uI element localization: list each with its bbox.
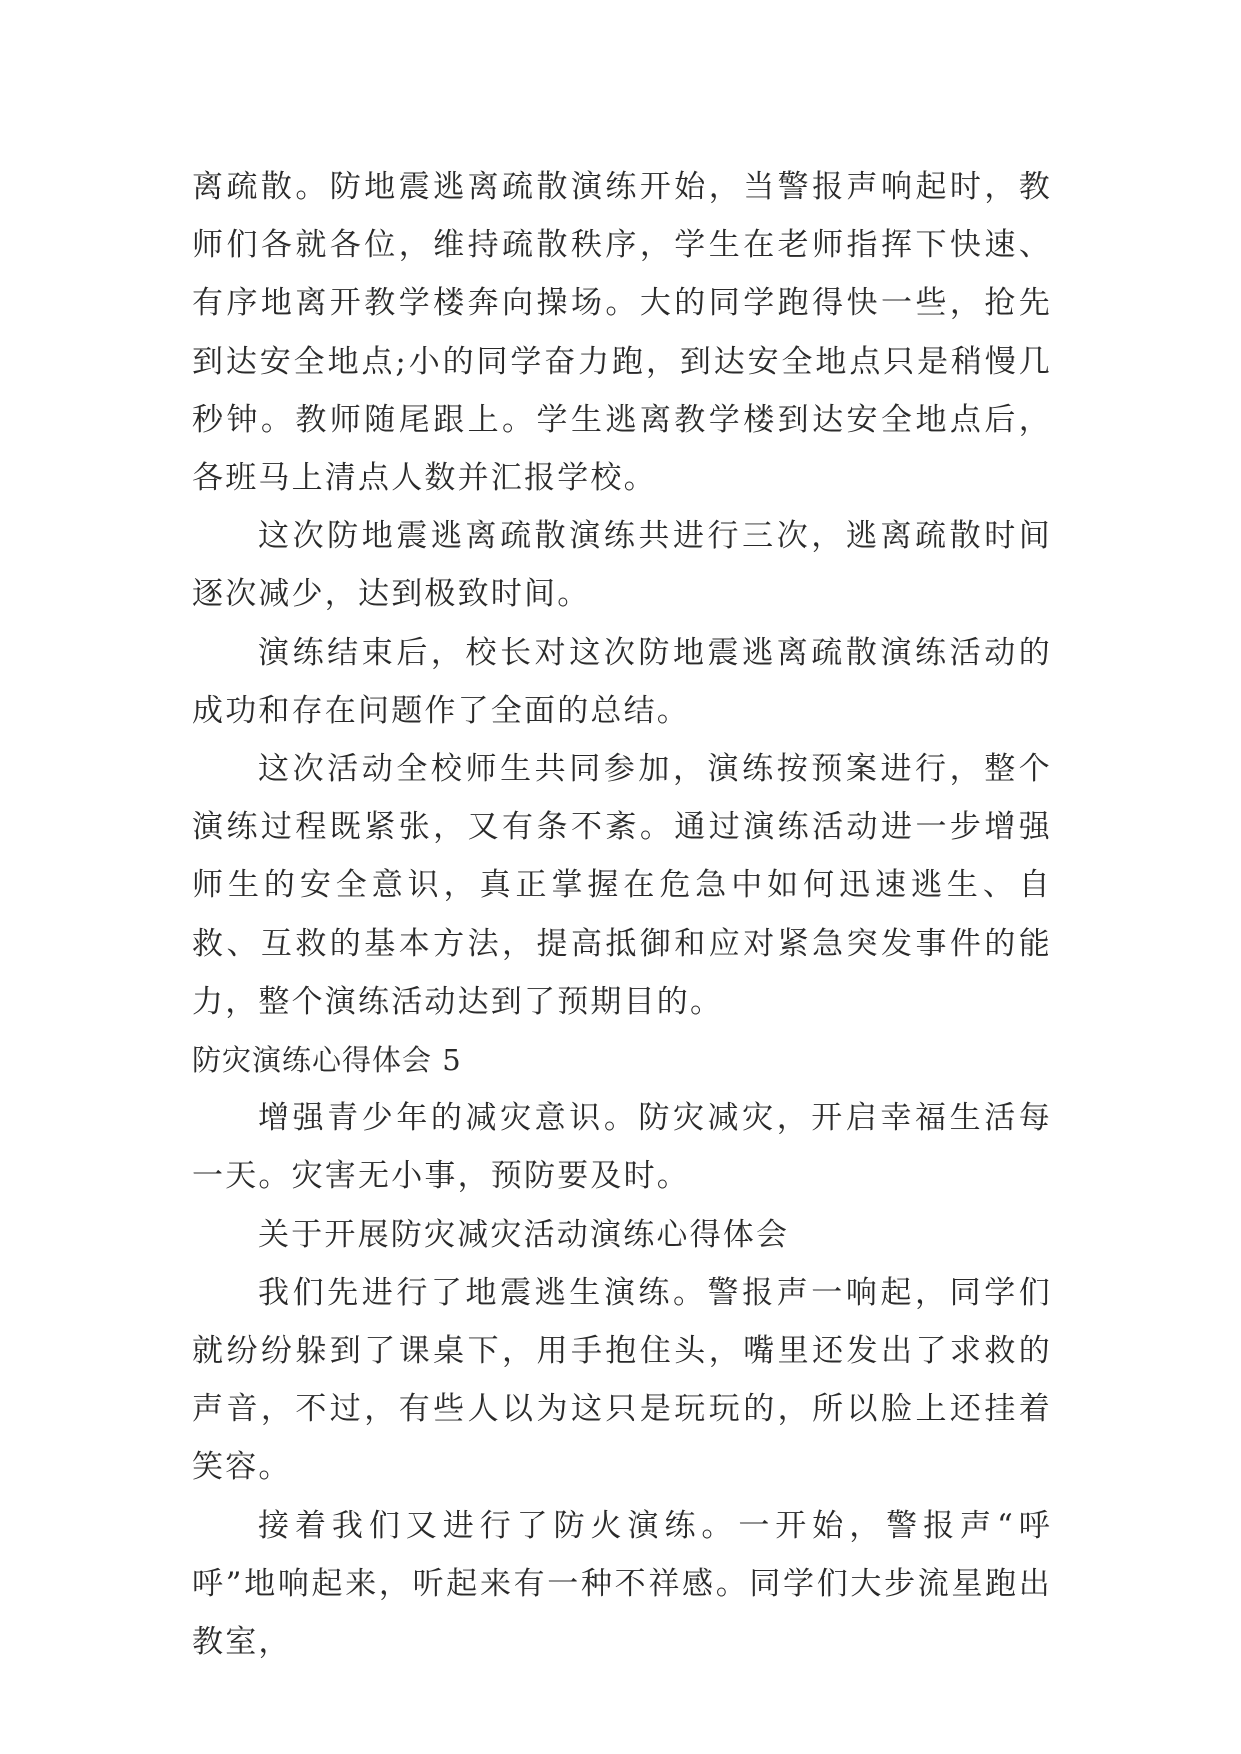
paragraph: 我们先进行了地震逃生演练。警报声一响起，同学们就纷纷躲到了课桌下，用手抱住头，嘴里还发出了求救的声音，不过，有些人以为这只是玩玩的，所以脸上还挂着笑容。 xyxy=(192,1274,1052,1486)
paragraph: 关于开展防灾减灾活动演练心得体会 xyxy=(258,1216,790,1253)
paragraph: 这次防地震逃离疏散演练共进行三次，逃离疏散时间逐次减少，达到极致时间。 xyxy=(192,518,1052,613)
paragraph: 离疏散。防地震逃离疏散演练开始，当警报声响起时，教师们各就各位，维持疏散秩序，学生在老师指挥下快速、有序地离开教学楼奔向操场。大的同学跑得快一些，抢先到达安全地点;小的同学奋力跑，到达安全地点只是稍慢几秒钟。教师随尾跟上。学生逃离教学楼到达安全地点后，各班马上清点人数并汇报学校。 xyxy=(192,169,1052,497)
document-body xyxy=(192,158,1052,1671)
paragraph: 增强青少年的减灾意识。防灾减灾，开启幸福生活每一天。灾害无小事，预防要及时。 xyxy=(192,1100,1052,1195)
paragraph: 这次活动全校师生共同参加，演练按预案进行，整个演练过程既紧张，又有条不紊。通过演练活动进一步增强师生的安全意识，真正掌握在危急中如何迅速逃生、自救、互救的基本方法，提高抵御和应对紧急突发事件的能力，整个演练活动达到了预期目的。 xyxy=(192,751,1052,1020)
paragraph: 接着我们又进行了防火演练。一开始，警报声“呼呼”地响起来，听起来有一种不祥感。同学们大步流星跑出教室， xyxy=(192,1507,1052,1661)
paragraph: 演练结束后，校长对这次防地震逃离疏散演练活动的成功和存在问题作了全面的总结。 xyxy=(192,634,1052,729)
section-heading: 防灾演练心得体会 5 xyxy=(192,1043,462,1078)
